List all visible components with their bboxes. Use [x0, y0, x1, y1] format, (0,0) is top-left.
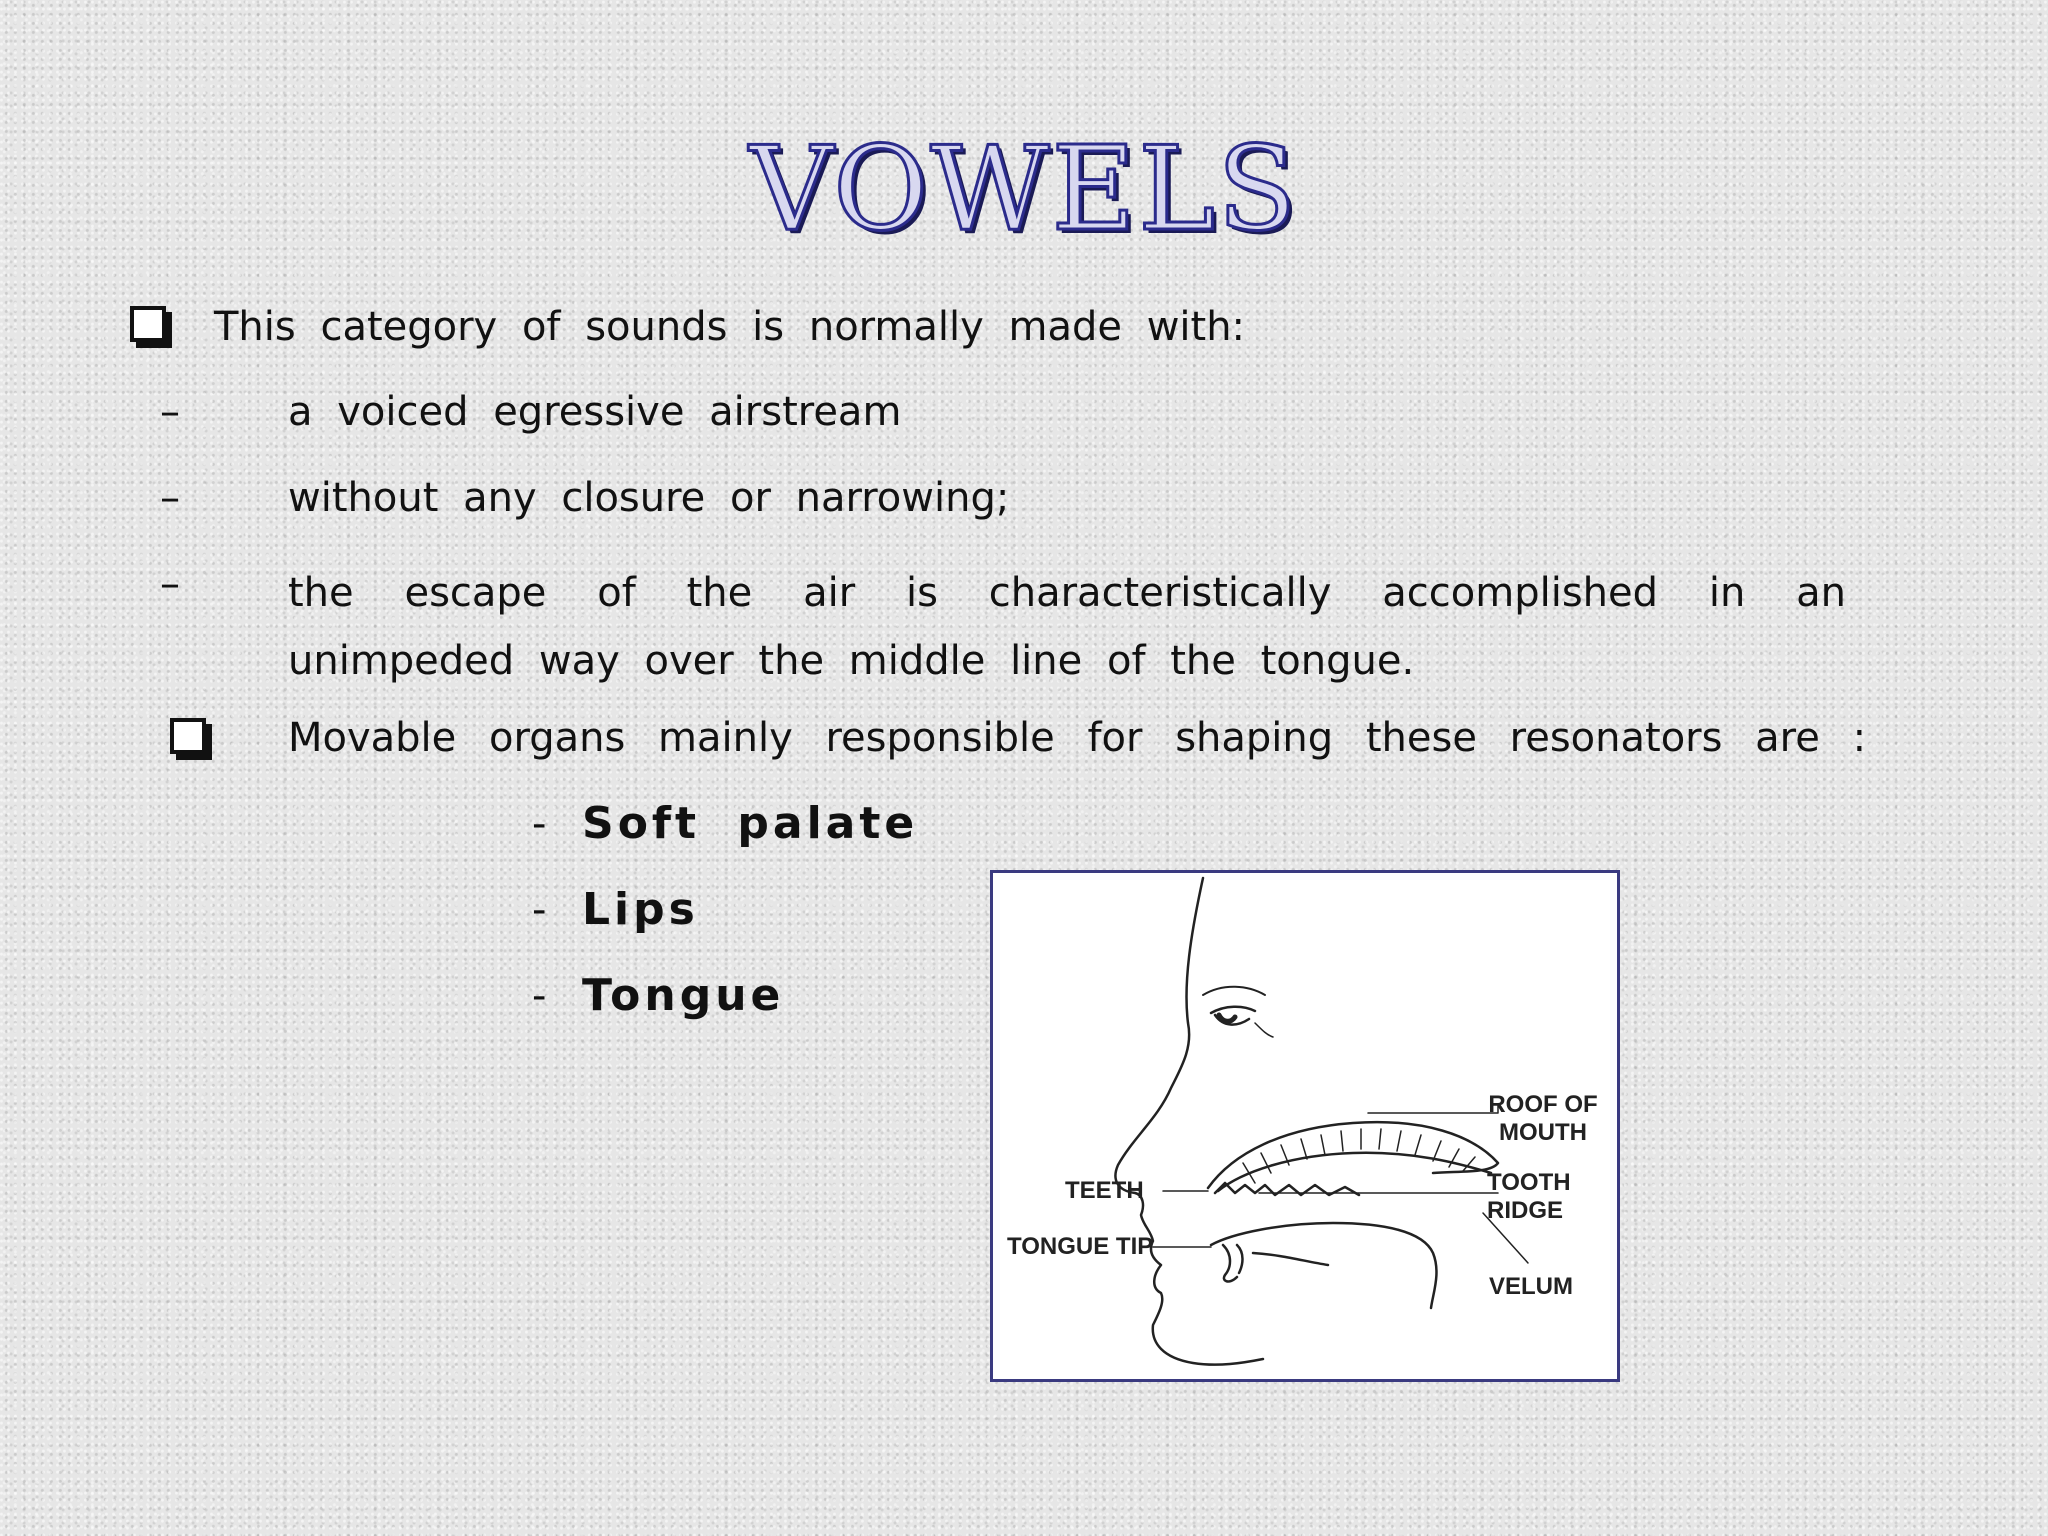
item-1: a voiced egressive airstream [288, 389, 902, 435]
dash-bullet: – [160, 389, 180, 435]
organ-soft-palate: Soft palate [582, 798, 919, 849]
dash-bullet: - [532, 973, 547, 1019]
organ-lips: Lips [582, 884, 699, 935]
checkbox-bullet-icon [130, 306, 166, 342]
organ-tongue: Tongue [582, 970, 785, 1021]
checkbox-bullet-icon [170, 718, 206, 754]
page-title: VOWELS [749, 122, 1299, 257]
dash-bullet: - [532, 801, 547, 847]
dash-bullet: – [160, 475, 180, 521]
label-tongue-tip: TONGUE TIP [1007, 1233, 1154, 1260]
dash-bullet: - [532, 887, 547, 933]
item-2: without any closure or narrowing; [288, 475, 1010, 521]
label-tooth-ridge: TOOTH RIDGE [1487, 1169, 1571, 1224]
item-3: the escape of the air is characteristically accomplished in an unimpeded way over the middle line of the tongue. [288, 570, 1846, 684]
bullet-2-text: Movable organs mainly responsible for shaping these resonators are : [288, 715, 1867, 761]
bullet-1-text: This category of sounds is normally made with: [214, 304, 1246, 350]
mouth-diagram [990, 870, 1620, 1382]
dash-bullet: – [160, 561, 180, 607]
label-teeth: TEETH [1065, 1177, 1144, 1204]
label-velum: VELUM [1489, 1273, 1573, 1300]
label-roof-of-mouth: ROOF OF MOUTH [1488, 1091, 1598, 1146]
